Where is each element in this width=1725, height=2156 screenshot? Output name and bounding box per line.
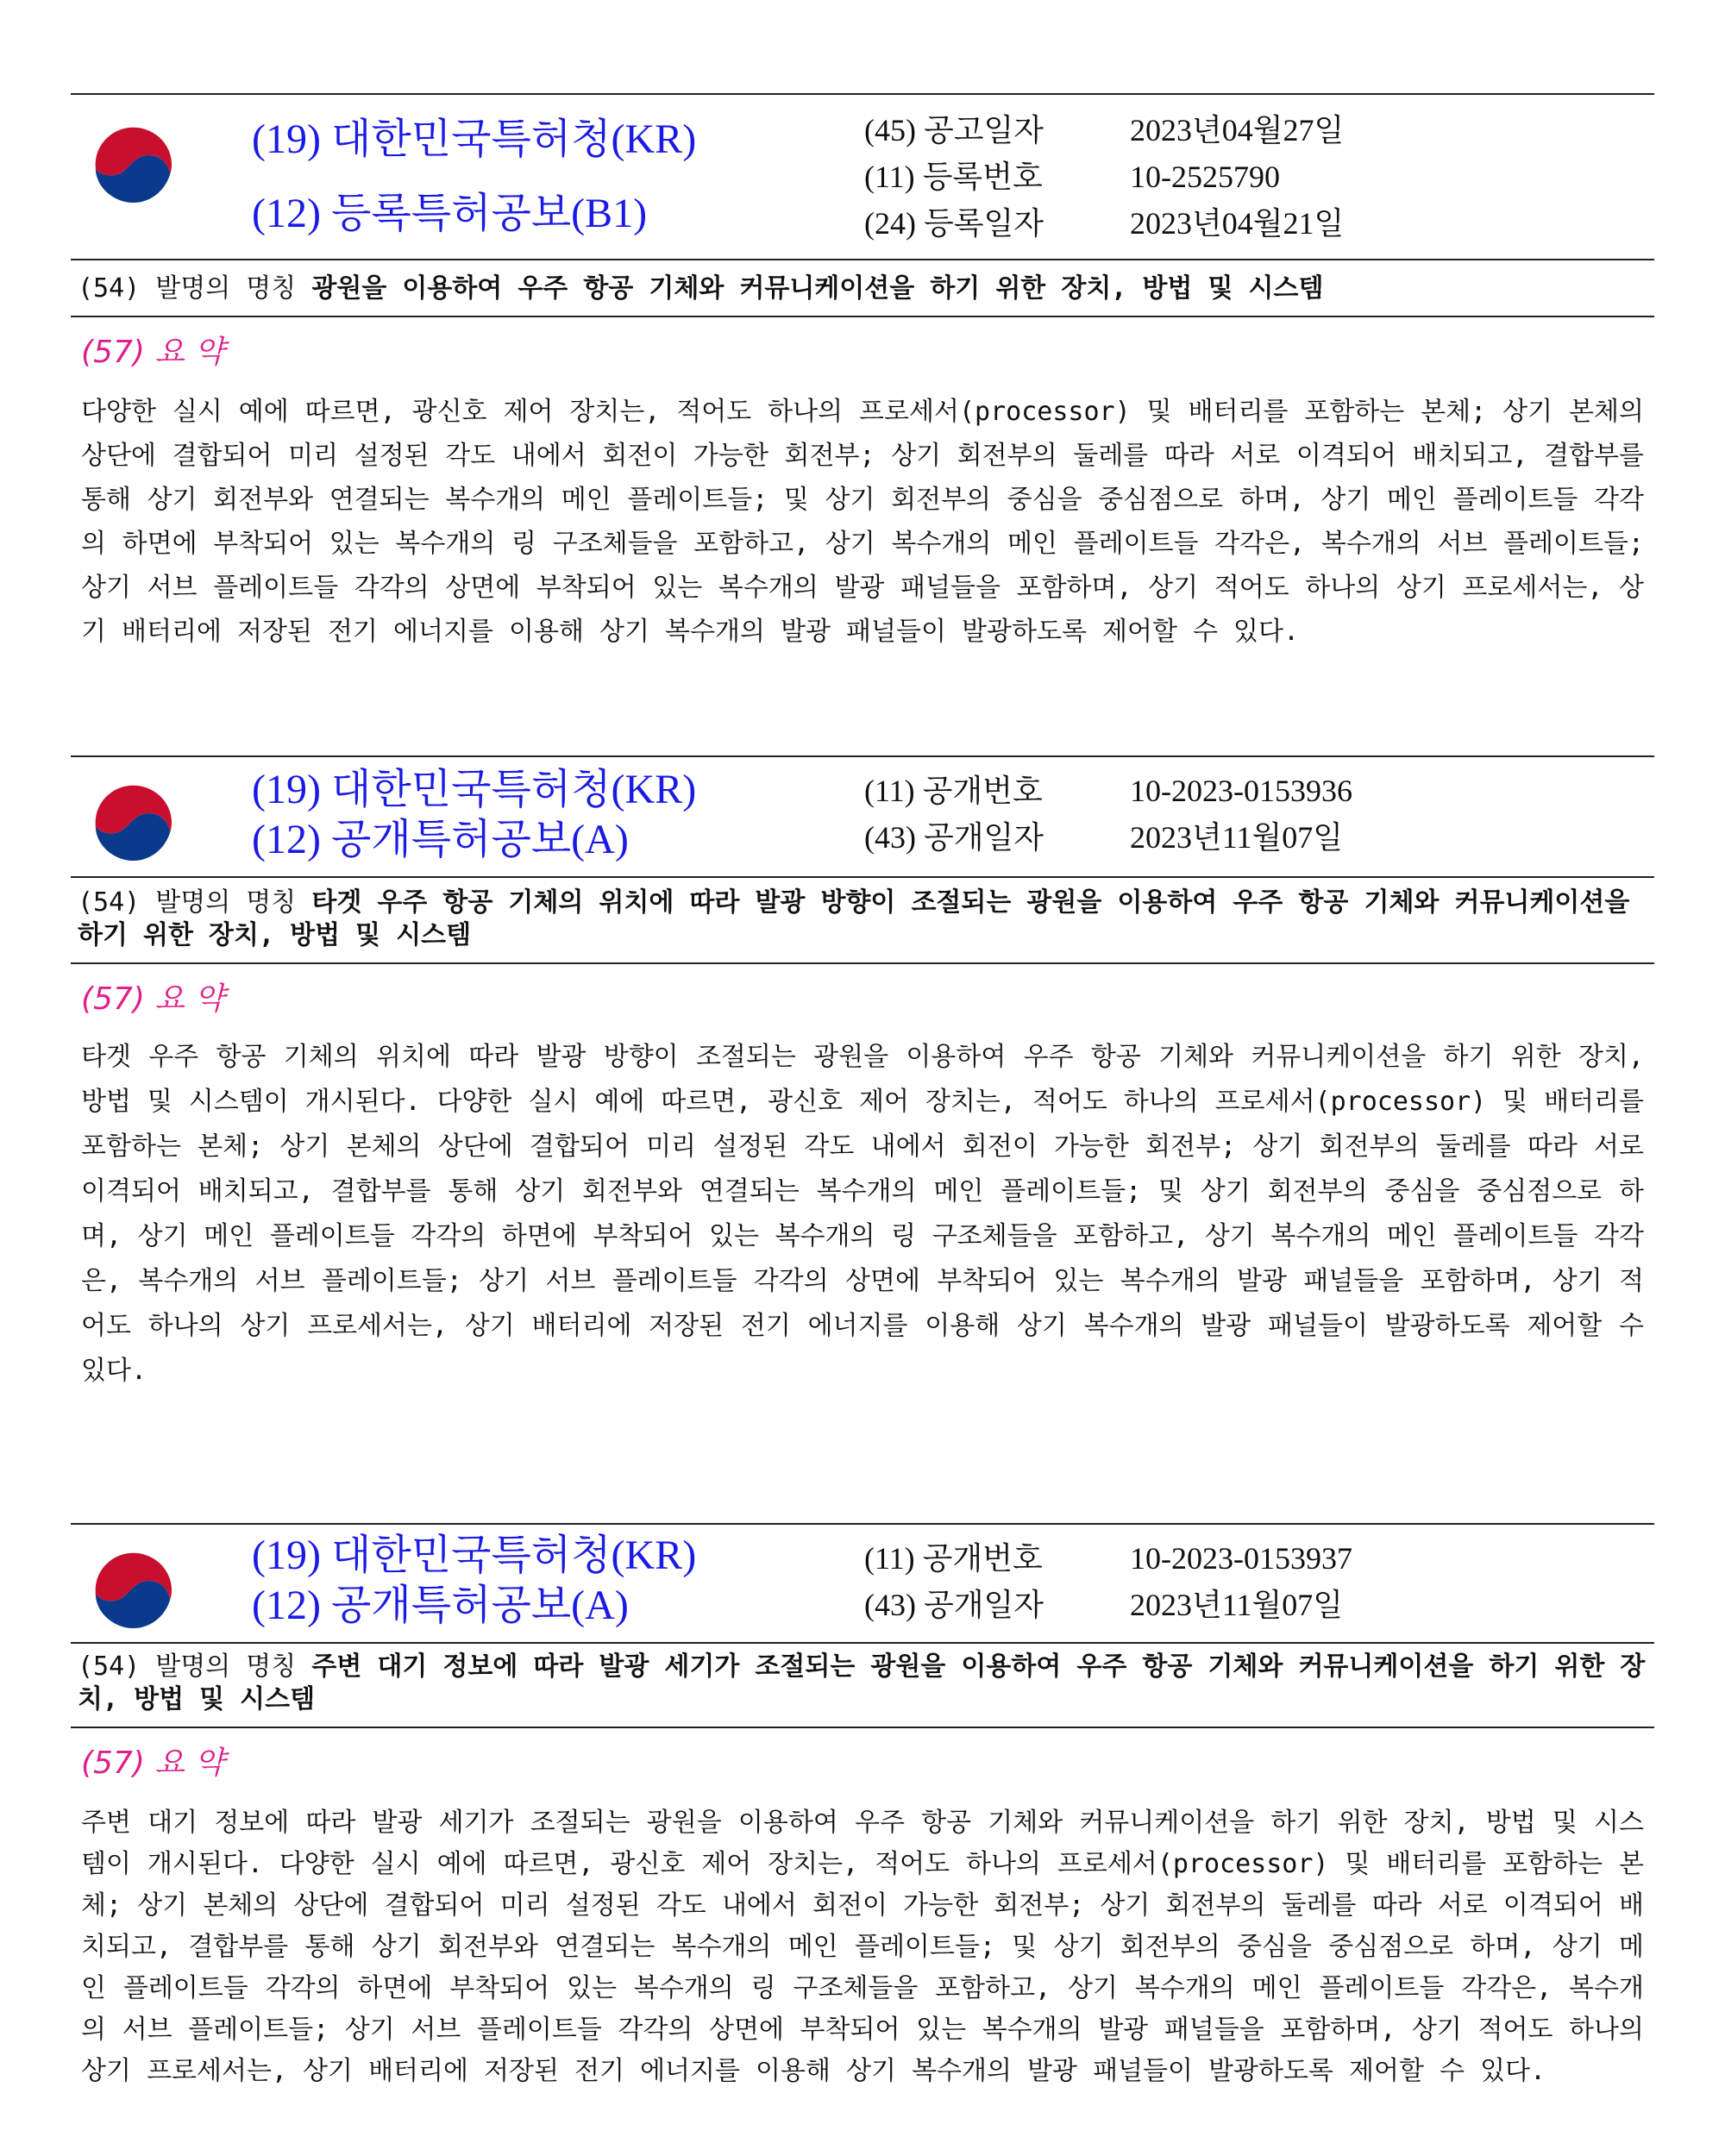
abstract-heading: (57) 요 약 <box>81 981 225 1017</box>
title-label: (54) 발명의 명칭 <box>78 1651 297 1682</box>
title-text: 광원을 이용하여 우주 항공 기체와 커뮤니케이션을 하기 위한 장치, 방법 및 시스템 <box>311 273 1324 304</box>
meta-row <box>864 1582 1352 1628</box>
patent-record-3 <box>71 0 1654 2156</box>
meta-value: 2023년04월27일 <box>1130 113 1345 147</box>
publication-type: (12) 공개특허공보(A) <box>252 1583 629 1628</box>
top-rule <box>71 1523 1654 1525</box>
meta-value: 10-2023-0153937 <box>1130 1541 1352 1576</box>
office-name: (19) 대한민국특허청(KR) <box>252 116 697 162</box>
title-text: 타겟 우주 항공 기체의 위치에 따라 발광 방향이 조절되는 광원을 이용하여 우주 항공 기체와 커뮤니케이션을 하기 위한 장치, 방법 및 시스템 <box>78 887 1630 950</box>
meta-label: (45) 공고일자 <box>864 113 1044 147</box>
meta-label: (24) 등록일자 <box>864 206 1044 241</box>
abstract-text: 타겟 우주 항공 기체의 위치에 따라 발광 방향이 조절되는 광원을 이용하여 우주 항공 기체와 커뮤니케이션을 하기 위한 장치, 방법 및 시스템이 개시된다. 다양한 실시 예에 따르면, 광신호 제어 장치는, 적어도 하나의 프로세서(processor) 및 배터리를 포함하는 본체; 상기 본체의 상단에 결합되어 미리 설정된 각도 내에서 회전이 가능한 회전부; 상기 회전부의 둘레를 따라 서로 이격되어 배치되고, 결합부를 통해 상기 회전부와 연결되는 복수개의 메인 플레이트들; 및 상기 회전부의 중심을 중심점으로 하며, 상기 메인 플레이트들 각각의 하면에 부착되어 있는 복수개의 링 구조체들을 포함하고, 상기 복수개의 메인 플레이트들 각각은, 복수개의 서브 플레이트들; 상기 서브 플레이트들 각각의 상면에 부착되어 있는 복수개의 발광 패널들을 포함하며, 상기 적어도 하나의 상기 프로세서는, 상기 배터리에 저장된 전기 에너지를 이용해 상기 복수개의 발광 패널들이 발광하도록 제어할 수 있다. <box>81 1042 1644 1386</box>
meta-value: 10-2525790 <box>1130 160 1280 194</box>
office-name: (19) 대한민국특허청(KR) <box>252 1532 697 1578</box>
meta-label: (43) 공개일자 <box>864 820 1044 855</box>
meta-value: 2023년11월07일 <box>1130 1588 1343 1622</box>
title-label: (54) 발명의 명칭 <box>78 273 297 304</box>
korea-taegeuk-logo-icon <box>81 1538 185 1641</box>
title-label: (54) 발명의 명칭 <box>78 887 297 918</box>
publication-type: (12) 공개특허공보(A) <box>252 817 629 862</box>
abstract-text: 다양한 실시 예에 따르면, 광신호 제어 장치는, 적어도 하나의 프로세서(processor) 및 배터리를 포함하는 본체; 상기 본체의 상단에 결합되어 미리 설정된 각도 내에서 회전이 가능한 회전부; 상기 회전부의 둘레를 따라 서로 이격되어 배치되고, 결합부를 통해 상기 회전부와 연결되는 복수개의 메인 플레이트들; 및 상기 회전부의 중심을 중심점으로 하며, 상기 메인 플레이트들 각각의 하면에 부착되어 있는 복수개의 링 구조체들을 포함하고, 상기 복수개의 메인 플레이트들 각각은, 복수개의 서브 플레이트들; 상기 서브 플레이트들 각각의 상면에 부착되어 있는 복수개의 발광 패널들을 포함하며, 상기 적어도 하나의 상기 프로세서는, 상기 배터리에 저장된 전기 에너지를 이용해 상기 복수개의 발광 패널들이 발광하도록 제어할 수 있다. <box>81 397 1644 647</box>
publication-type: (12) 등록특허공보(B1) <box>252 191 648 236</box>
meta-value: 2023년11월07일 <box>1130 820 1343 855</box>
invention-title <box>78 1651 1647 1716</box>
office-name: (19) 대한민국특허청(KR) <box>252 767 697 812</box>
meta-label: (11) 공개번호 <box>864 774 1043 808</box>
abstract-heading: (57) 요 약 <box>81 335 225 370</box>
meta-value: 2023년04월21일 <box>1130 206 1345 241</box>
meta-value: 10-2023-0153936 <box>1130 774 1352 808</box>
divider <box>71 1727 1654 1728</box>
meta-label: (11) 공개번호 <box>864 1541 1043 1576</box>
divider <box>71 1642 1654 1644</box>
abstract-text: 주변 대기 정보에 따라 발광 세기가 조절되는 광원을 이용하여 우주 항공 기체와 커뮤니케이션을 하기 위한 장치, 방법 및 시스템이 개시된다. 다양한 실시 예에 따르면, 광신호 제어 장치는, 적어도 하나의 프로세서(processor) 및 배터리를 포함하는 본체; 상기 본체의 상단에 결합되어 미리 설정된 각도 내에서 회전이 가능한 회전부; 상기 회전부의 둘레를 따라 서로 이격되어 배치되고, 결합부를 통해 상기 회전부와 연결되는 복수개의 메인 플레이트들; 및 상기 회전부의 중심을 중심점으로 하며, 상기 메인 플레이트들 각각의 하면에 부착되어 있는 복수개의 링 구조체들을 포함하고, 상기 복수개의 메인 플레이트들 각각은, 복수개의 서브 플레이트들; 상기 서브 플레이트들 각각의 상면에 부착되어 있는 복수개의 발광 패널들을 포함하며, 상기 적어도 하나의 상기 프로세서는, 상기 배터리에 저장된 전기 에너지를 이용해 상기 복수개의 발광 패널들이 발광하도록 제어할 수 있다. <box>81 1808 1644 2086</box>
abstract-heading: (57) 요 약 <box>81 1745 225 1781</box>
meta-block <box>864 1535 1352 1628</box>
meta-row <box>864 1535 1352 1582</box>
meta-label: (11) 등록번호 <box>864 160 1043 194</box>
title-text: 주변 대기 정보에 따라 발광 세기가 조절되는 광원을 이용하여 우주 항공 기체와 커뮤니케이션을 하기 위한 장치, 방법 및 시스템 <box>78 1651 1646 1714</box>
meta-label: (43) 공개일자 <box>864 1588 1044 1622</box>
